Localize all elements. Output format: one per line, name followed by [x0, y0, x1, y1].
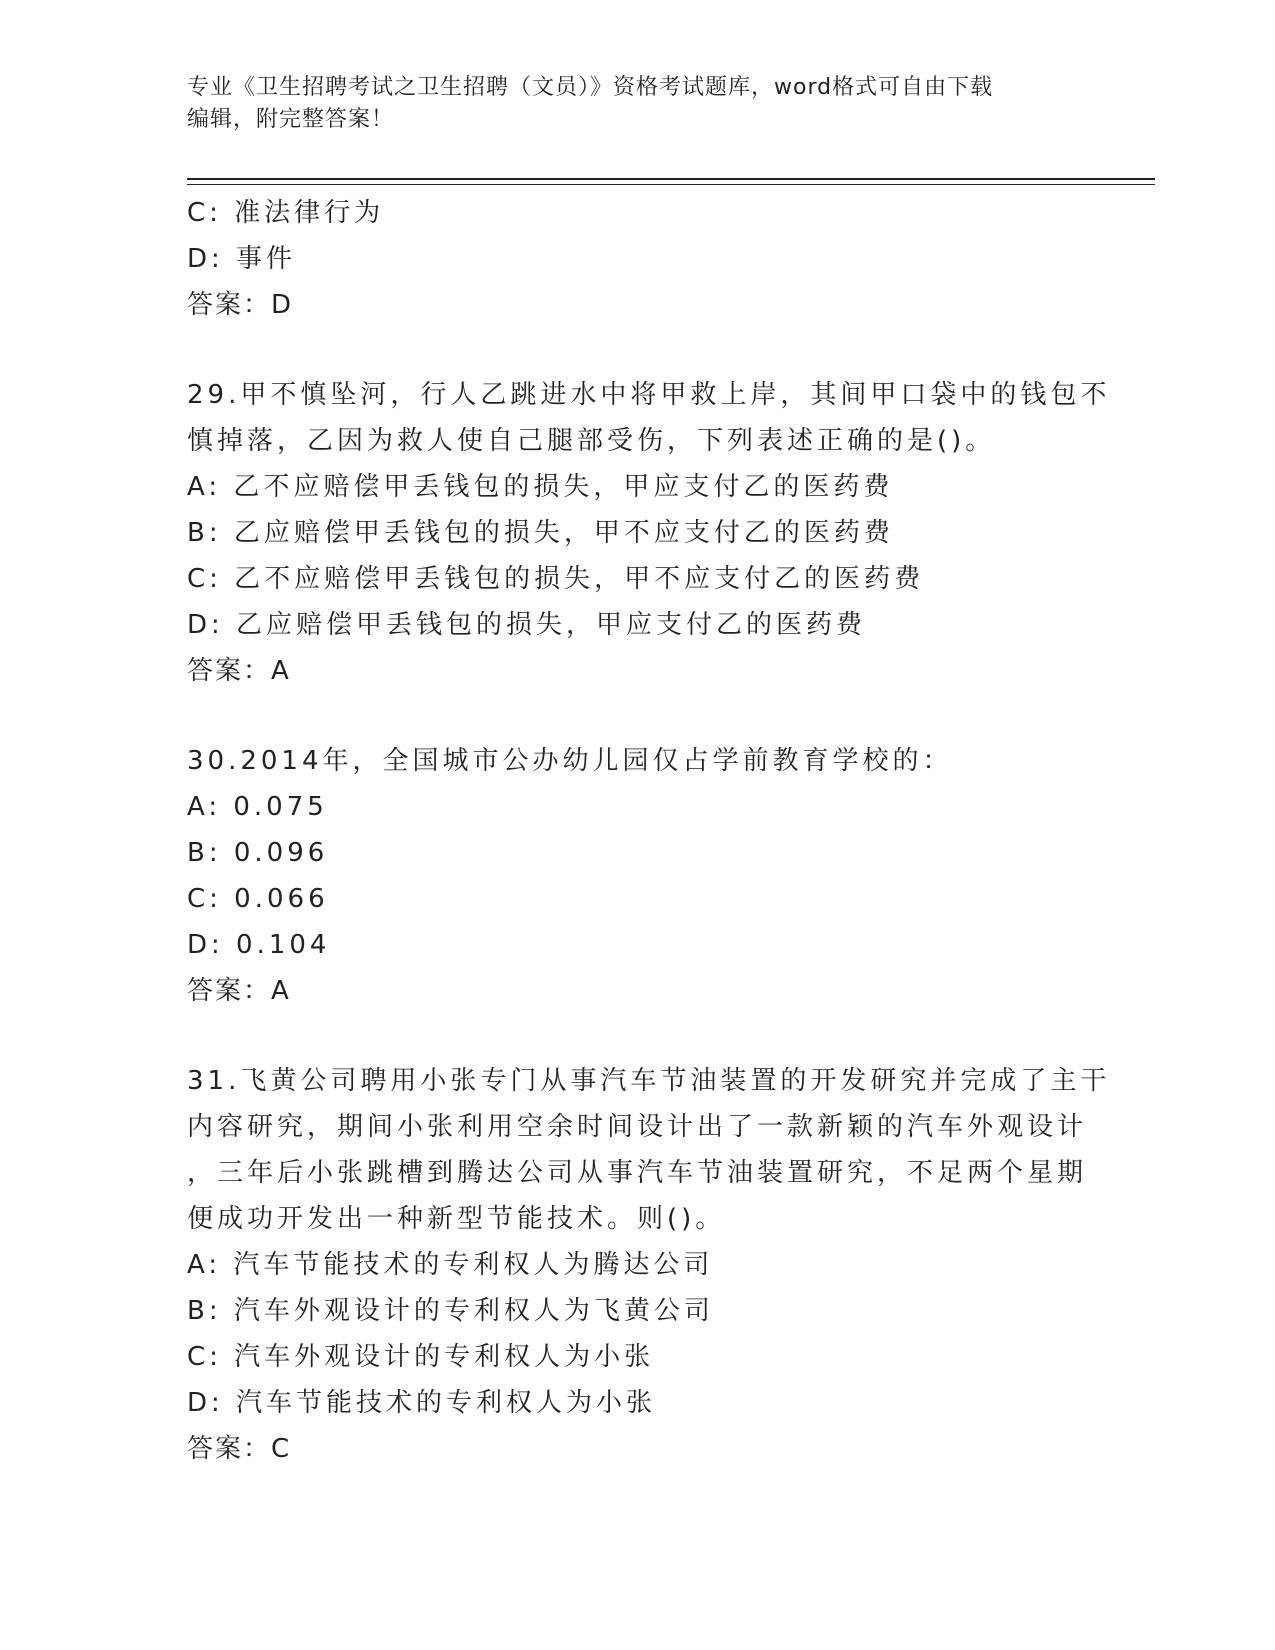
document-header: [187, 72, 1067, 136]
option-b: B: 汽车外观设计的专利权人为飞黄公司: [187, 1296, 714, 1326]
option-a: A: 乙不应赔偿甲丢钱包的损失，甲应支付乙的医药费: [187, 472, 894, 502]
question-stem-line: 30.2014年，全国城市公办幼儿园仅占学前教育学校的：: [187, 746, 953, 776]
question-30: [187, 738, 1087, 1014]
spacer: [187, 1014, 1087, 1058]
option-c: C: 汽车外观设计的专利权人为小张: [187, 1342, 655, 1372]
question-stem-line: 31.飞黄公司聘用小张专门从事汽车节油装置的开发研究并完成了主干: [187, 1066, 1111, 1096]
option-a: A: 汽车节能技术的专利权人为腾达公司: [187, 1250, 714, 1280]
header-line-2: 编辑，附完整答案！: [187, 107, 395, 132]
option-d: D: 汽车节能技术的专利权人为小张: [187, 1388, 657, 1418]
option-c: C: 准法律行为: [187, 198, 385, 228]
option-d: D: 事件: [187, 244, 297, 274]
question-stem-line: 内容研究，期间小张利用空余时间设计出了一款新颖的汽车外观设计: [187, 1112, 1088, 1142]
option-c: C: 0.066: [187, 884, 329, 914]
question-stem-line: 29.甲不慎坠河，行人乙跳进水中将甲救上岸，其间甲口袋中的钱包不: [187, 380, 1111, 410]
question-stem-line: ，三年后小张跳槽到腾达公司从事汽车节油装置研究，不足两个星期: [187, 1158, 1088, 1188]
question-stem-line: 慎掉落，乙因为救人使自己腿部受伤，下列表述正确的是()。: [187, 426, 996, 456]
header-divider-thick: [187, 178, 1155, 180]
option-a: A: 0.075: [187, 792, 328, 822]
question-28-tail: [187, 190, 1087, 328]
spacer: [187, 328, 1087, 372]
question-29: [187, 372, 1111, 694]
header-divider-thin: [187, 184, 1155, 185]
option-d: D: 乙应赔偿甲丢钱包的损失，甲应支付乙的医药费: [187, 610, 867, 640]
question-list: [187, 190, 1111, 1472]
question-stem-line: 便成功开发出一种新型节能技术。则()。: [187, 1204, 726, 1234]
option-b: B: 0.096: [187, 838, 329, 868]
header-line-1: 专业《卫生招聘考试之卫生招聘（文员）》资格考试题库，word格式可自由下载: [187, 75, 994, 100]
option-d: D: 0.104: [187, 930, 331, 960]
answer: 答案：D: [187, 290, 294, 320]
question-31: [187, 1058, 1111, 1472]
option-c: C: 乙不应赔偿甲丢钱包的损失，甲不应支付乙的医药费: [187, 564, 925, 594]
answer: 答案：C: [187, 1434, 292, 1464]
answer: 答案：A: [187, 656, 291, 686]
answer: 答案：A: [187, 976, 291, 1006]
spacer: [187, 694, 1087, 738]
option-b: B: 乙应赔偿甲丢钱包的损失，甲不应支付乙的医药费: [187, 518, 894, 548]
